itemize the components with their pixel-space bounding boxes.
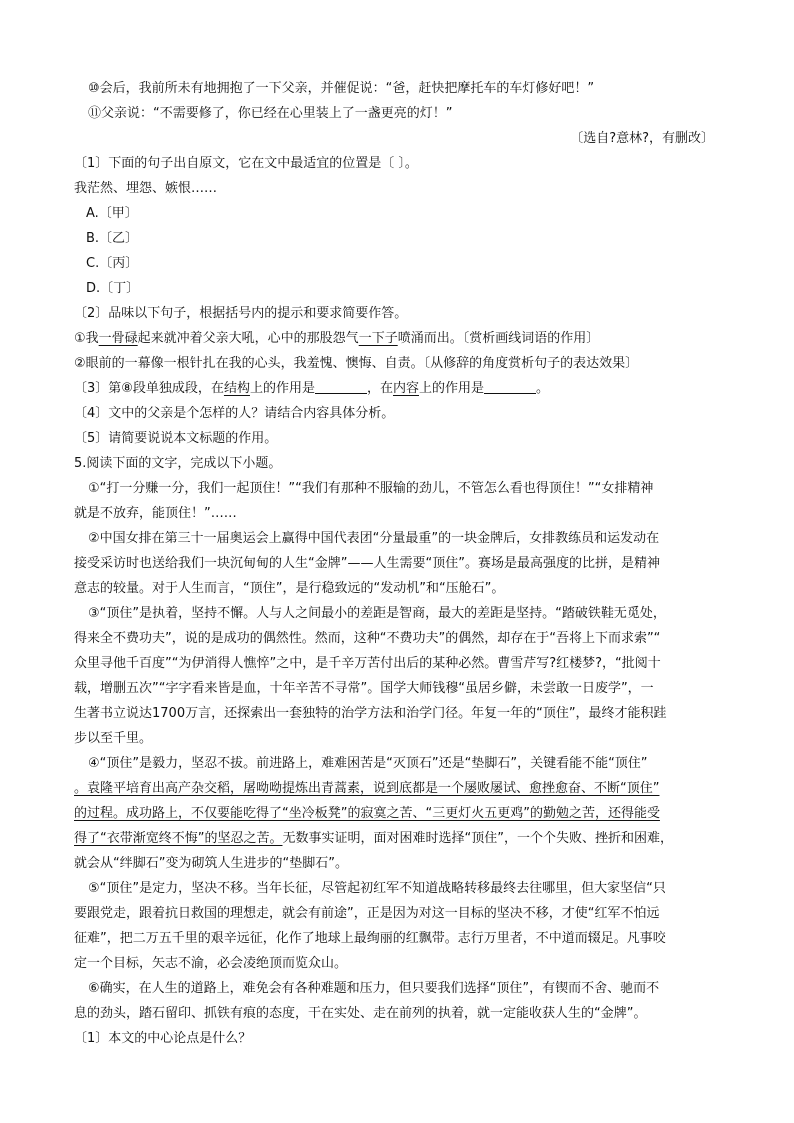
answer-blank[interactable] <box>484 378 536 394</box>
essay-paragraph-3-cont: 众里寻他千百度”“为伊消得人憔悴”之中，是千辛万苦付出后的某种必然。曹雪芹写?红楼梦?，“批阅十 <box>74 656 661 671</box>
essay-paragraph-4-underlined: 的过程。成功路上，不仅要能吃得了“坐冷板凳”的寂寞之苦、“三更灯火五更鸡”的勤勉之苦，还得能受 <box>74 806 660 821</box>
section-5-heading: 5.阅读下面的文字，完成以下小题。 <box>74 456 282 471</box>
question-1-sentence: 我茫然、埋怨、嫉恨…… <box>74 181 218 196</box>
underlined-word: 结构 <box>223 381 250 396</box>
essay-paragraph-5-cont: 征难”，把二万五千里的艰辛远征，化作了地球上最绚丽的红飘带。志行万里者，不中道而辍足。凡事咬 <box>74 931 666 946</box>
essay-paragraph-4-underlined: 。袁隆平培育出高产杂交稻，屠呦呦提炼出青蒿素，说到底都是一个屡败屡试、愈挫愈奋、不断“顶住” <box>74 781 660 796</box>
source-note: 〔选自?意林?，有删改〕 <box>570 131 714 146</box>
question-3: 〔3〕第⑧段单独成段，在结构上的作用是 ，在内容上的作用是 。 <box>74 376 720 401</box>
essay-paragraph-3-cont: 载，增删五次”“字字看来皆是血，十年辛苦不寻常”。国学大师钱穆“虽居乡僻，未尝敢一日废学”，一 <box>74 681 654 696</box>
underlined-word: 一骨碌 <box>98 331 138 346</box>
essay-paragraph-5-cont: 定一个目标，矢志不渝，必会凌绝顶而览众山。 <box>74 956 348 971</box>
story-paragraph-11: ⑪父亲说：“不需要修了，你已经在心里装上了一盏更亮的灯！” <box>88 106 453 121</box>
essay-paragraph-2-cont: 接受采访时也送给我们一块沉甸甸的人生“金牌”——人生需要“顶住”。赛场是最高强度的比拼，是精神 <box>74 556 660 571</box>
essay-paragraph-6-cont: 息的劲头，踏石留印、抓铁有痕的态度，干在实处、走在前列的执着，就一定能收获人生的“金牌”。 <box>74 1006 647 1021</box>
essay-paragraph-3-cont: 步以至千里。 <box>74 731 153 746</box>
essay-paragraph-5-cont: 要跟党走，跟着抗日救国的理想走，就会有前途”，正是因为对这一目标的坚决不移，才使“红军不怕远 <box>74 906 660 921</box>
essay-paragraph-3: ③“顶住”是执着，坚持不懈。人与人之间最小的差距是智商，最大的差距是坚持。“踏破铁鞋无觅处， <box>88 606 666 621</box>
underlined-word: 内容 <box>392 381 419 396</box>
essay-paragraph-3-cont: 生著书立说达1700万言，还探索出一套独特的治学方法和治学门径。年复一年的“顶住”，最终才能积跬 <box>74 706 667 721</box>
question-2: 〔2〕品味以下句子，根据括号内的提示和要求简要作答。 <box>74 306 408 321</box>
essay-paragraph-5: ⑤“顶住”是定力，坚决不移。当年长征，尽管起初红军不知道战略转移最终去往哪里，但大家坚信“只 <box>88 881 666 896</box>
option-c: C.〔丙〕 <box>86 256 139 271</box>
section-5-question-1: 〔1〕本文的中心论点是什么？ <box>74 1031 252 1046</box>
option-b: B.〔乙〕 <box>86 231 139 246</box>
option-a: A.〔甲〕 <box>86 206 138 221</box>
answer-blank[interactable] <box>315 378 367 394</box>
question-1: 〔1〕下面的句子出自原文，它在文中最适宜的位置是〔 〕。 <box>74 156 418 171</box>
essay-paragraph-4: ④“顶住”是毅力，坚忍不拔。前进路上，难难困苦是“灭顶石”还是“垫脚石”，关键看能不能“顶住” <box>88 756 648 771</box>
essay-paragraph-1-cont: 就是不放弃，能顶住！”…… <box>74 506 237 521</box>
essay-paragraph-4-cont: 就会从“绊脚石”变为砌筑人生进步的“垫脚石”。 <box>74 856 348 871</box>
underlined-word: 一下子 <box>358 331 398 346</box>
essay-paragraph-6: ⑥确实，在人生的道路上，难免会有各种难题和压力，但只要我们选择“顶住”，有锲而不舍、驰而不 <box>88 981 660 996</box>
essay-paragraph-4-cont: 得了“衣带渐宽终不悔”的坚忍之苦。无数事实证明，面对困难时选择“顶住”，一个个失败、挫折和困难， <box>74 831 673 846</box>
question-2-item-b: ②眼前的一幕像一根针扎在我的心头，我羞愧、懊悔、自责。〔从修辞的角度赏析句子的表达效果〕 <box>74 356 639 371</box>
essay-paragraph-2-cont: 意志的较量。对于人生而言，“顶住”，是行稳致远的“发动机”和“压舱石”。 <box>74 581 505 596</box>
story-paragraph-10: ⑩会后，我前所未有地拥抱了一下父亲，并催促说：“爸，赶快把摩托车的车灯修好吧！” <box>88 81 595 96</box>
document-page <box>74 76 720 1051</box>
question-4: 〔4〕文中的父亲是个怎样的人？请结合内容具体分析。 <box>74 406 395 421</box>
essay-paragraph-2: ②中国女排在第三十一届奥运会上赢得中国代表团“分量最重”的一块金牌后，女排教练员和运发动在 <box>88 531 660 546</box>
essay-paragraph-1: ①“打一分赚一分，我们一起顶住！”“我们有那种不服输的劲儿，不管怎么看也得顶住！”“女排精神 <box>88 481 654 496</box>
option-d: D.〔丁〕 <box>86 281 140 296</box>
essay-paragraph-3-cont: 得来全不费功夫”，说的是成功的偶然性。然而，这种“不费功夫”的偶然，却存在于“吾将上下而求索”“ <box>74 631 661 646</box>
question-5: 〔5〕请简要说说本文标题的作用。 <box>74 431 278 446</box>
question-2-item-a: ①我一骨碌起来就冲着父亲大吼，心中的那股怨气一下子喷涌而出。〔赏析画线词语的作用〕 <box>74 331 600 346</box>
underlined-sentence: 得了“衣带渐宽终不悔”的坚忍之苦。 <box>74 831 283 846</box>
